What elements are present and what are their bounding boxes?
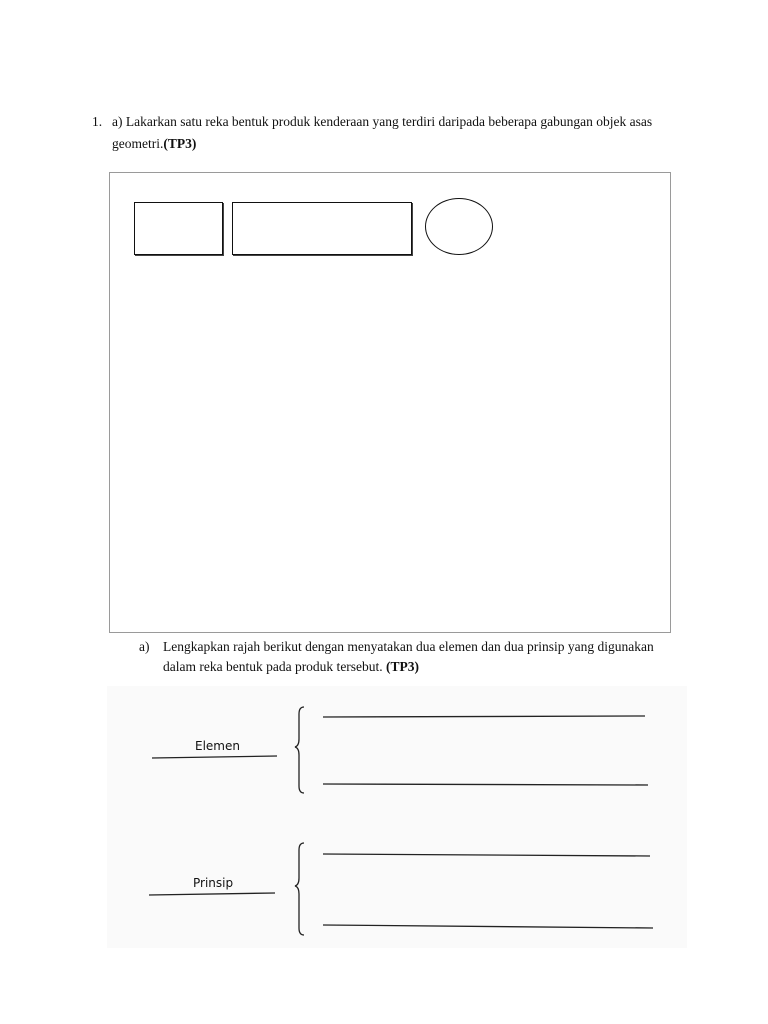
sketch-rectangle-small — [134, 202, 223, 255]
question-number: 1. — [92, 114, 103, 129]
elemen-brace — [295, 707, 304, 793]
question-a — [139, 637, 679, 677]
question-a-text-block — [163, 637, 679, 677]
question-1-text-block — [112, 111, 692, 155]
prinsip-answer-line-2 — [323, 925, 653, 928]
sketch-rectangle-large — [232, 202, 412, 255]
prinsip-underline — [149, 893, 275, 895]
prinsip-answer-line-1 — [323, 854, 650, 856]
prinsip-brace — [295, 843, 304, 935]
question-a-tp: (TP3) — [386, 659, 420, 674]
elemen-answer-line-1 — [323, 716, 645, 717]
elemen-underline — [152, 756, 277, 758]
elemen-label: Elemen — [195, 739, 240, 753]
question-a-number: a) — [139, 639, 150, 654]
sketch-answer-box — [109, 172, 671, 633]
diagram-lines — [107, 686, 687, 948]
prinsip-label: Prinsip — [193, 876, 234, 890]
question-1-tp: (TP3) — [163, 136, 197, 151]
elemen-answer-line-2 — [323, 784, 648, 785]
question-1-text: a) Lakarkan satu reka bentuk produk kenderaan yang terdiri daripada beberapa gabungan objek asas geometri. — [112, 114, 653, 151]
question-a-text: Lengkapkan rajah berikut dengan menyatakan dua elemen dan dua prinsip yang digunakan dalam reka bentuk pada produk tersebut. — [163, 639, 654, 674]
question-1 — [92, 111, 692, 155]
sketch-circle — [425, 198, 493, 255]
elemen-prinsip-diagram — [107, 686, 687, 948]
